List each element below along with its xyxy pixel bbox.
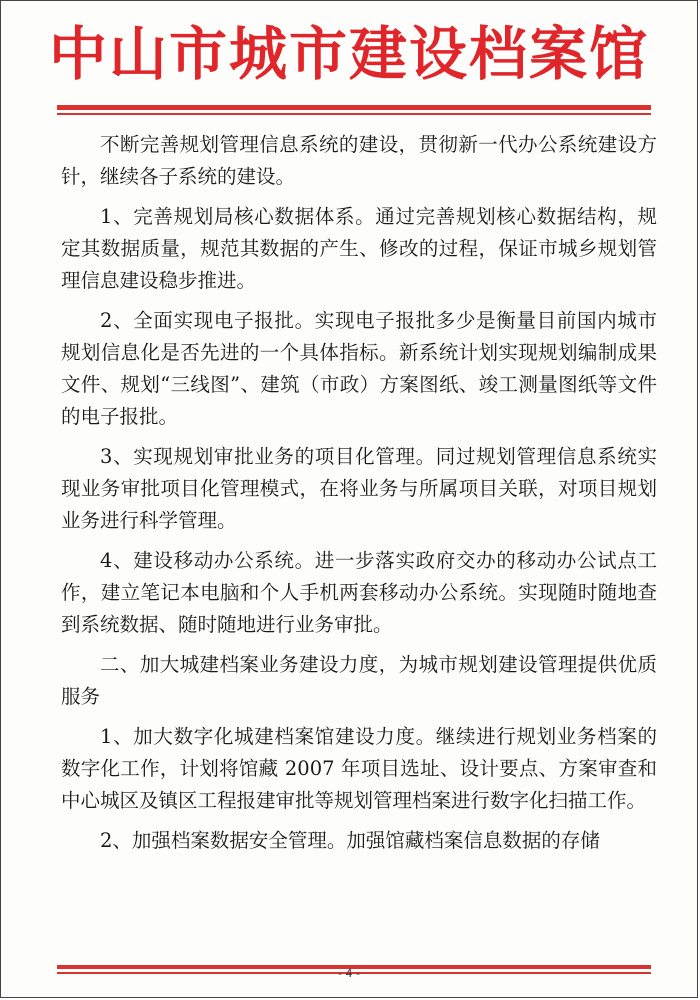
letterhead-title: 中山市城市建设档案馆 [48, 20, 649, 88]
paragraph: 1、加大数字化城建档案馆建设力度。继续进行规划业务档案的数字化工作，计划将馆藏 2007 年项目选址、设计要点、方案审查和中心城区及镇区工程报建审批等规划管理档案进行数字化扫描工作。 [61, 725, 657, 812]
paragraph: 1、完善规划局核心数据体系。通过完善规划核心数据结构，规定其数据质量，规范其数据的产生、修改的过程，保证市城乡规划管理信息建设稳步推进。 [61, 205, 657, 292]
paragraph: 2、全面实现电子报批。实现电子报批多少是衡量目前国内城市规划信息化是否先进的一个具体指标。新系统计划实现规划编制成果文件、规划“三线图”、建筑（市政）方案图纸、竣工测量图纸等文件的电子报批。 [61, 309, 657, 428]
paragraph: 4、建设移动办公系统。进一步落实政府交办的移动办公试点工作，建立笔记本电脑和个人手机两套移动办公系统。实现随时随地查到系统数据、随时随地进行业务审批。 [61, 549, 657, 636]
header-rule-thin [57, 113, 651, 115]
document-body [61, 129, 657, 865]
header-rule-thick [57, 105, 651, 110]
paragraph: 3、实现规划审批业务的项目化管理。同过规划管理信息系统实现业务审批项目化管理模式，在将业务与所属项目关联，对项目规划业务进行科学管理。 [61, 445, 657, 532]
paragraph: 2、加强档案数据安全管理。加强馆藏档案信息数据的存储 [100, 829, 600, 852]
page-number: - 4 - [338, 967, 360, 980]
paragraph: 不断完善规划管理信息系统的建设，贯彻新一代办公系统建设方针，继续各子系统的建设。 [61, 133, 657, 188]
section-heading: 二、加大城建档案业务建设力度，为城市规划建设管理提供优质服务 [61, 653, 657, 708]
